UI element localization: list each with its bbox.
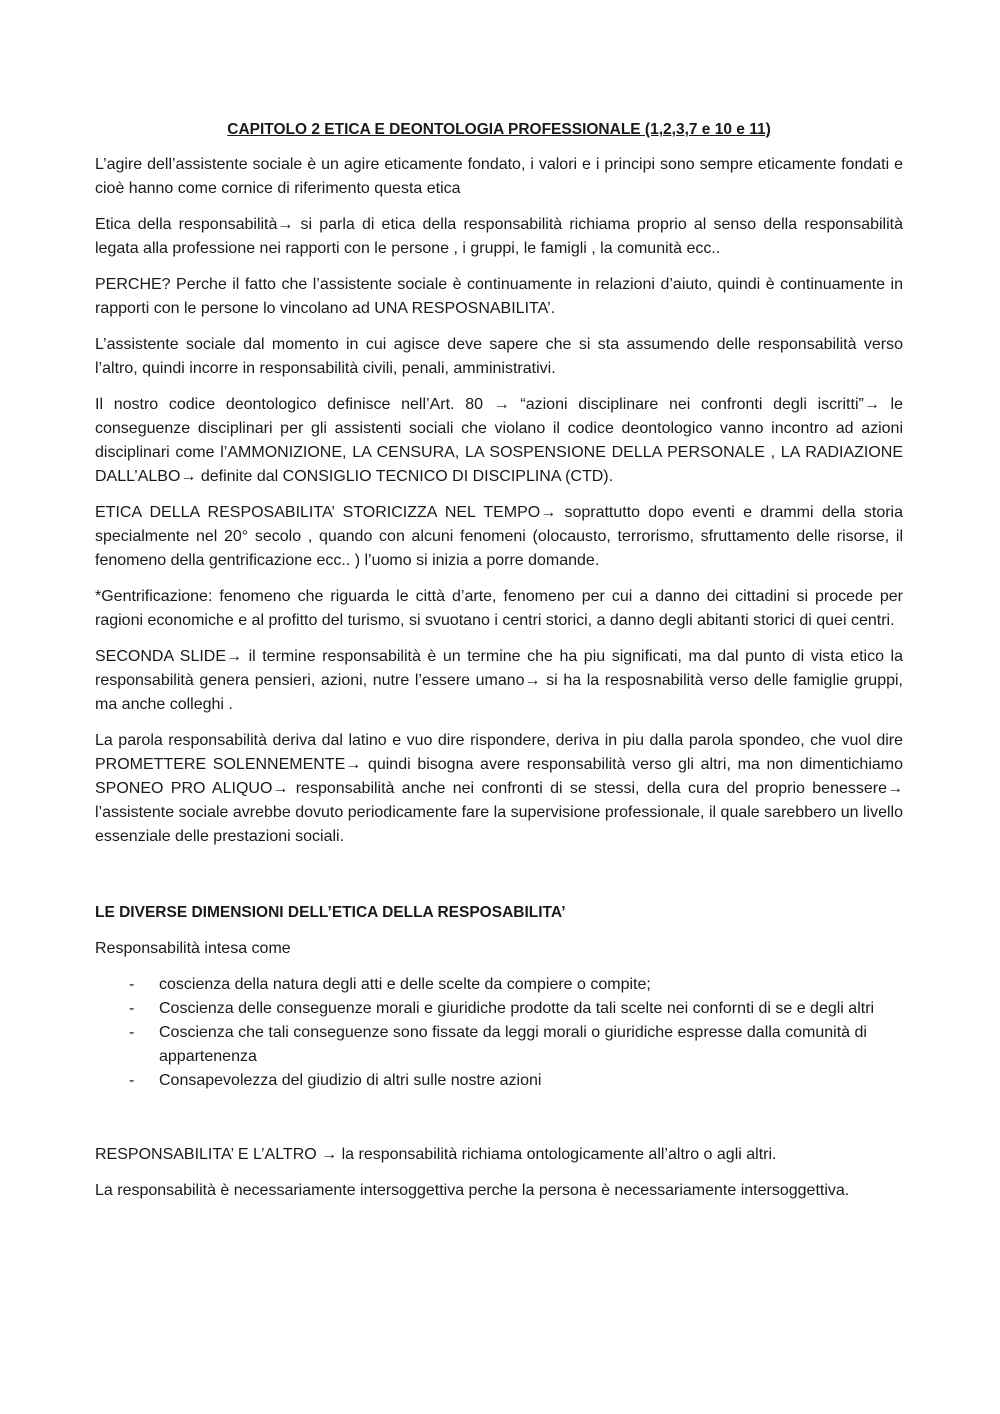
dash-bullet: - xyxy=(129,1000,135,1017)
list-item-text: Coscienza delle conseguenze morali e giuridiche prodotte da tali scelte nei confornti di se e degli altri xyxy=(159,1000,875,1017)
document-page xyxy=(95,118,903,1215)
section-intro: Responsabilità intesa come xyxy=(95,940,291,957)
paragraph-etica-responsabilita: Etica della responsabilità→ si parla di etica della responsabilità richiama proprio al senso della responsabilità legata alla professione nei rapporti con le persone , i gruppi, le famigli , la comunità ecc.. xyxy=(95,216,903,257)
list-item xyxy=(95,997,903,1021)
list-item-text: Consapevolezza del giudizio di altri sulle nostre azioni xyxy=(159,1072,542,1089)
section-heading: LE DIVERSE DIMENSIONI DELL’ETICA DELLA RESPOSABILITA’ xyxy=(95,904,566,921)
paragraph-codice-deontologico: Il nostro codice deontologico definisce nell’Art. 80 → “azioni disciplinare nei confronti degli iscritti”→ le conseguenze disciplinari per gli assistenti sociali che violano il codice deontologico vanno incontro ad azioni disciplinari come l’AMMONIZIONE, LA CENSURA, LA SOSPENSIONE DELLA PERSONALE , LA RADIAZIONE DALL’ALBO→ definite dal CONSIGLIO TECNICO DI DISCIPLINA (CTD). xyxy=(95,396,903,485)
paragraph-intersoggettiva: La responsabilità è necessariamente intersoggettiva perche la persona è necessariamente intersoggettiva. xyxy=(95,1182,850,1199)
list-item-text: Coscienza che tali conseguenze sono fissate da leggi morali o giuridiche espresse dalla comunità di appartenenza xyxy=(159,1024,867,1065)
dimensions-list xyxy=(95,973,903,1093)
paragraph-assistente-sociale: L’assistente sociale dal momento in cui agisce deve sapere che si sta assumendo delle responsabilità verso l’altro, quindi incorre in responsabilità civili, penali, amministrativi. xyxy=(95,336,903,377)
paragraph-storicizza: ETICA DELLA RESPOSABILITA’ STORICIZZA NEL TEMPO→ soprattutto dopo eventi e drammi della storia specialmente nel 20° secolo , quando con alcuni fenomeni (olocausto, terrorismo, sfruttamento delle risorse, il fenomeno della gentrificazione ecc.. ) l’uomo si inizia a porre domande. xyxy=(95,504,903,569)
list-item xyxy=(95,1021,903,1069)
list-item xyxy=(95,1069,903,1093)
list-item-text: coscienza della natura degli atti e delle scelte da compiere o compite; xyxy=(159,976,651,993)
paragraph-agire: L’agire dell’assistente sociale è un agire eticamente fondato, i valori e i principi sono sempre eticamente fondati e cioè hanno come cornice di riferimento questa etica xyxy=(95,156,903,197)
dash-bullet: - xyxy=(129,1072,135,1089)
paragraph-gentrificazione: *Gentrificazione: fenomeno che riguarda le città d’arte, fenomeno per cui a danno dei cittadini si procede per ragioni economiche e al profitto del turismo, si svuotano i centri storici, a danno degli abitanti storici di quei centri. xyxy=(95,588,903,629)
page-title: CAPITOLO 2 ETICA E DEONTOLOGIA PROFESSIONALE (1,2,3,7 e 10 e 11) xyxy=(227,121,771,138)
list-item xyxy=(95,973,903,997)
paragraph-perche: PERCHE? Perche il fatto che l’assistente sociale è continuamente in relazioni d’aiuto, quindi è continuamente in rapporti con le persone lo vincolano ad UNA RESPOSNABILITA’. xyxy=(95,276,903,317)
paragraph-responsabilita-altro: RESPONSABILITA’ E L’ALTRO → la responsabilità richiama ontologicamente all’altro o agli altri. xyxy=(95,1146,777,1163)
paragraph-seconda-slide: SECONDA SLIDE→ il termine responsabilità è un termine che ha piu significati, ma dal punto di vista etico la responsabilità genera pensieri, azioni, nutre l’essere umano→ si ha la resposnabilità verso delle famiglie gruppi, ma anche colleghi . xyxy=(95,648,903,713)
paragraph-parola-responsabilita: La parola responsabilità deriva dal latino e vuo dire rispondere, deriva in piu dalla parola spondeo, che vuol dire PROMETTERE SOLENNEMENTE→ quindi bisogna avere responsabilità verso gli altri, ma non dimentichiamo SPONEO PRO ALIQUO→ responsabilità anche nei confronti di se stessi, della cura del proprio benessere→ l’assistente sociale avrebbe dovuto periodicamente fare la supervisione professionale, il quale sarebbero un livello essenziale delle prestazioni sociali. xyxy=(95,732,903,845)
dash-bullet: - xyxy=(129,976,135,993)
dash-bullet: - xyxy=(129,1024,135,1041)
